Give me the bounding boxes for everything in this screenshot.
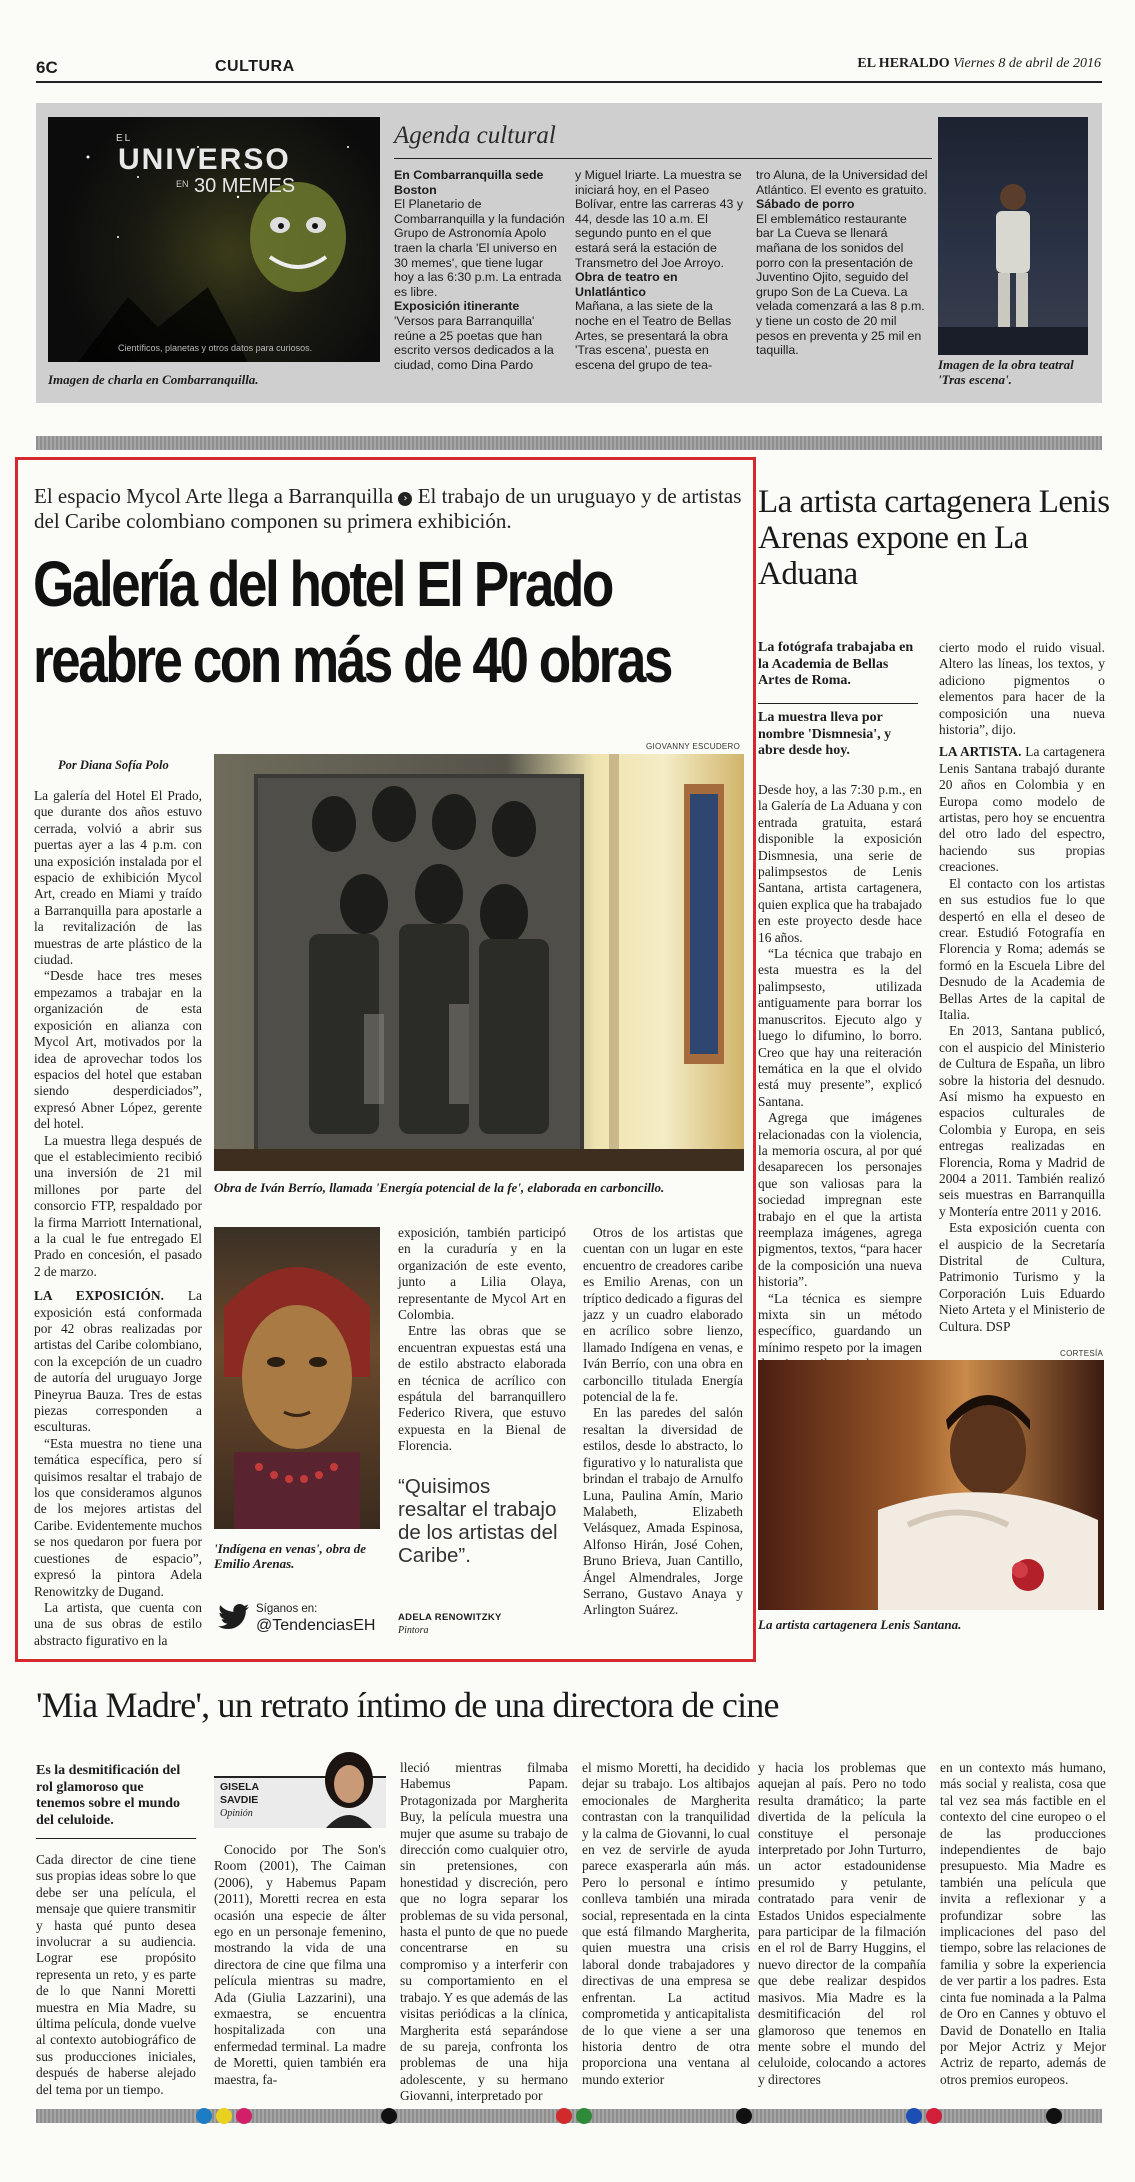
register-dot bbox=[906, 2108, 922, 2124]
portrait-caption: 'Indígena en venas', obra de Emilio Arenas. bbox=[214, 1541, 367, 1571]
register-dot bbox=[381, 2108, 397, 2124]
register-dot bbox=[926, 2108, 942, 2124]
register-dot bbox=[196, 2108, 212, 2124]
social-handle[interactable]: @TendenciasEH bbox=[256, 1617, 376, 1634]
bottom-col-6 bbox=[940, 1760, 1106, 2088]
bottom-col-3 bbox=[400, 1760, 568, 2105]
poster-line1: EL bbox=[116, 133, 133, 144]
register-dot bbox=[576, 2108, 592, 2124]
artwork-figures bbox=[214, 754, 744, 1171]
bottom-col-1 bbox=[36, 1852, 196, 2098]
register-dot bbox=[216, 2108, 232, 2124]
register-marks bbox=[36, 2108, 1102, 2124]
paragraph: En las paredes del salón resaltan la diversidad de estilos, desde lo abstracto, lo figurativo y lo naturalista que brindan el trabajo de Arnulfo Luna, Paulina Amín, Mario Malabeth, Elizabeth Velásquez, Amada Espinosa, Alfonso Hirán, José Cohen, Bruno Brieva, Juan Cantillo, Ángel Almendrales, Jorge Serrano, Gustavo Anaya y Arlington Suárez. bbox=[583, 1405, 743, 1618]
poster-line3: EN bbox=[176, 179, 189, 189]
agenda-col-1 bbox=[394, 168, 566, 372]
columnist-role: Opinión bbox=[220, 1808, 253, 1819]
paragraph: Entre las obras que se encuentran expuestas está una de estilo abstracto elaborada en técnica de acrílico con espátula del barranquillero Federico Rivera, que estuvo expuesta en la Bienal de Florencia. bbox=[398, 1323, 566, 1454]
bottom-headline: 'Mia Madre', un retrato íntimo de una directora de cine bbox=[36, 1685, 779, 1725]
paragraph: y hacia los problemas que aquejan al país. Pero no todo resulta dramático; la parte divertida de la película la constituye el personaje interpretado por John Turturro, un actor estadounidense presumido y petulante, contratado para venir de Estados Unidos especialmente para participar de la filmación en el rol de Barry Huggins, el nuevo director de la compañía que debe realizar despidos masivos. Mia Madre es la desmitificación del rol glamoroso que tenemos en mente sobre el mundo del celuloide, colocando a actores y directores bbox=[758, 1760, 926, 2087]
main-photo-credit: GIOVANNY ESCUDERO bbox=[646, 742, 741, 751]
paragraph: el mismo Moretti, ha decidido dejar su trabajo. Los altibajos emocionales de Margherita contrastan con la tranquilidad y la calma de Giovanni, lo cual en vez de servirle de ayuda parece exasperarla aún más. Pero lo personal e íntimo conlleva también una mirada social, representada en la cinta que está filmando Margherita, quien muestra una crisis laboral donde trabajadores y directivas de una empresa se enfrentan. La actitud comprometida y anticapitalista de lo que viene a ser una historia dentro de otra proporciona una ventana al mundo exterior bbox=[582, 1760, 750, 2087]
masthead bbox=[857, 56, 1101, 72]
side-headline: La artista cartagenera Lenis Arenas expone en La Aduana bbox=[758, 484, 1110, 592]
paragraph: Esta exposición cuenta con el auspicio de la Secretaría Distrital de Cultura, Patrimonio Turismo y la Corporación Luis Eduardo Nieto Arteta y el Ministerio de Cultura. DSP bbox=[939, 1220, 1105, 1334]
side-photo-caption: La artista cartagenera Lenis Santana. bbox=[758, 1617, 962, 1632]
side-sub-1: La fotógrafa trabajaba en la Academia de Bellas Artes de Roma. bbox=[758, 640, 914, 688]
poster-line2: UNIVERSO bbox=[118, 143, 291, 176]
main-col-3 bbox=[583, 1225, 743, 1619]
paragraph: El contacto con los artistas en sus estudios fue lo que despertó en ella el deseo de crear. Estudió Fotografía en Florencia y Roma; además se formó en la Escuela Libre del Desnudo de la Academia de Bellas Artes de la capital de Italia. bbox=[939, 875, 1105, 1022]
register-dot bbox=[236, 2108, 252, 2124]
portrait-figure bbox=[214, 1227, 380, 1529]
social-label: Síganos en: bbox=[256, 1603, 318, 1615]
paragraph: Agrega que imágenes relacionadas con la violencia, la memoria oscura, al por qué desaparecen los personajes que son valiosas para la sociedad impregnan este trabajo en el que la artista reemplaza imágenes, agrega pigmentos, textos, “para hacer de la composición una nueva historia”. bbox=[758, 1110, 922, 1290]
poster-line4: 30 MEMES bbox=[194, 175, 296, 197]
agenda-title-rule bbox=[394, 158, 932, 159]
paragraph: “La técnica es siempre mixta sin un método específico, guardando un mínimo respeto por la imagen bbox=[758, 1290, 922, 1355]
paragraph: exposición, también participó en la curaduría y en la organización de este evento, junto a Lilia Olaya, representante de Mycol Art en Colombia. bbox=[398, 1225, 566, 1323]
main-photo-caption: Obra de Iván Berrío, llamada 'Energía potencial de la fe', elaborada en carboncillo. bbox=[214, 1180, 665, 1195]
side-photo-credit: CORTESÍA bbox=[1060, 1349, 1104, 1358]
agenda-poster bbox=[48, 117, 380, 362]
header-rule bbox=[36, 81, 1102, 83]
paragraph: La muestra llega después de que el establecimiento recibió una inversión de 21 mil millones por parte del consorcio FTP, respaldado por la firma Marriott International, a la cual le fue entregado El Prado en concesión, el pasado 2 de marzo. bbox=[34, 1132, 202, 1279]
agenda-item-text: tro Aluna, de la Universidad del Atlántico. El evento es gratuito. bbox=[756, 168, 928, 197]
section-divider bbox=[36, 436, 1102, 450]
paragraph: La exposición está conformada por 42 obras realizadas por artistas del Caribe colombiano, con la excepción de un cuadro de autoría del uruguayo Jorge Pineyrua Bauza. Tres de estas piezas corresponden a esculturas. bbox=[34, 1288, 202, 1435]
headline-line-2: reabre con más de 40 obras bbox=[33, 624, 671, 696]
agenda-theatre-photo bbox=[938, 117, 1088, 355]
bottom-col-5 bbox=[758, 1760, 926, 2088]
bottom-col-4 bbox=[582, 1760, 750, 2088]
paragraph: Desde hoy, a las 7:30 p.m., en la Galería de La Aduana y con entrada gratuita, estará disponible la exposición Dismnesia, una serie de palimpsestos de Lenis Santana, artista cartagenera, quien explica que ha trabajado en este proyecto desde hace 16 años. bbox=[758, 782, 922, 945]
paragraph: lleció mientras filmaba Habemus Papam. Protagonizada por Margherita Buy, la película muestra una mujer que asume su trabajo de dirección como cualquier otro, sin pretensiones, con honestidad y discreción, pero que no logra separar los problemas de su vida personal, hasta el punto de que no puede concentrarse en su compromiso y a interferir con su comportamiento en el trabajo. Y es que además de las visitas periódicas a la clínica, Margherita está separándose de su pareja, confronta los problemas de una hija adolescente, y su hermano Giovanni, interpretado por bbox=[400, 1760, 568, 2104]
main-artwork-photo bbox=[214, 754, 744, 1171]
agenda-col-2 bbox=[575, 168, 747, 372]
paragraph: Otros de los artistas que cuentan con un lugar en este encuentro de creadores caribe es Emilio Arenas, con un tríptico dedicado a figuras del jazz y un cuadro elaborado en acrílico sobre lienzo, llamado Indígena en venas, e Iván Berrío, con una obra en carboncillo titulada Energía potencial de la fe. bbox=[583, 1225, 743, 1405]
agenda-item-text: y Miguel Iriarte. La muestra se iniciará hoy, en el Paseo Bolívar, entre las carreras 43 y 44, desde las 10 a.m. El segundo punto en el que estará será la estación de Transmetro del Joe Arroyo. bbox=[575, 168, 744, 270]
paragraph: cierto modo el ruido visual. Altero las líneas, los textos, y adiciono pigmentos o elementos para hacer de la composición una nueva historia”, dijo. bbox=[939, 640, 1105, 738]
paragraph: “Esta muestra no tiene una temática específica, pero sí quisimos resaltar el trabajo de los que consideramos algunos de los mejores artistas del Caribe. Evidentemente muchos se nos quedaron por fuera por cuestiones de espacio”, expresó la pintora Adela Renowitzky de Dugand. bbox=[34, 1435, 202, 1599]
agenda-left-caption: Imagen de charla en Combarranquilla. bbox=[48, 372, 259, 387]
main-col-1 bbox=[34, 788, 202, 1649]
twitter-icon bbox=[218, 1604, 250, 1634]
side-sub-2: La muestra lleva por nombre 'Dismnesia', y abre desde hoy. bbox=[758, 710, 892, 758]
side-sub-rule bbox=[758, 703, 918, 704]
theatre-figure bbox=[938, 117, 1088, 355]
register-dot bbox=[556, 2108, 572, 2124]
side-col-2 bbox=[939, 640, 1105, 1335]
publication-name: EL HERALDO bbox=[857, 56, 950, 71]
register-dot bbox=[736, 2108, 752, 2124]
main-deck bbox=[34, 484, 744, 534]
columnist-name-2: SAVDIE bbox=[220, 1794, 259, 1806]
paragraph: en un contexto más humano, más social y realista, cosa que tal vez sea más factible en el contexto del cine europeo o el de las producciones independientes de bajo presupuesto. Mia Madre es también una película que invita a reflexionar y a profundizar sobre las implicaciones del paso del tiempo, sobre las relaciones de familia y sobre la experiencia de ver partir a los padres. Esta cinta fue nominada a la Palma de Oro en Cannes y obtuvo el David de Donatello en Italia por Mejor Actriz y Mejor Actriz de reparto, además de otros premios europeos. bbox=[940, 1760, 1106, 2087]
agenda-item-text: El Planetario de Combarranquilla y la fundación Grupo de Astronomía Apolo traen la charla 'El universo en 30 memes', que tiene lugar hoy a las 6:30 p.m. La entrada es libre. bbox=[394, 197, 565, 299]
section-name: CULTURA bbox=[215, 58, 295, 75]
register-dot bbox=[1046, 2108, 1062, 2124]
side-col-1 bbox=[758, 782, 922, 1373]
subhead: LA EXPOSICIÓN. bbox=[34, 1288, 164, 1304]
poster-tagline: Científicos, planetas y otros datos para curiosos. bbox=[118, 343, 313, 353]
agenda-col-3 bbox=[756, 168, 928, 358]
pull-quote: “Quisimos resaltar el trabajo de los artistas del Caribe”. bbox=[398, 1475, 558, 1567]
agenda-title: Agenda cultural bbox=[394, 122, 556, 149]
paragraph: La artista, que cuenta con una de sus obras de estilo abstracto figurativo en la bbox=[34, 1599, 202, 1648]
portrait-photo bbox=[214, 1227, 380, 1529]
columnist-name-1: GISELA bbox=[220, 1781, 260, 1793]
subhead: LA ARTISTA. bbox=[939, 744, 1022, 760]
issue-date: Viernes 8 de abril de 2016 bbox=[953, 56, 1101, 71]
columnist-avatar bbox=[318, 1750, 380, 1828]
paragraph: La galería del Hotel El Prado, que durante dos años estuvo cerrada, volvió a abrir sus puertas ayer a las 4 p.m. con una exposición instalada por el espacio de exhibición Mycol Art, creado en Miami y traído a Barranquilla para apostarle a la revitalización de las muestras de arte plástico de la ciudad. bbox=[34, 788, 202, 968]
deck-arrow-icon: › bbox=[398, 492, 412, 506]
artist-figure bbox=[758, 1360, 1104, 1610]
agenda-item-heading: Sábado de porro bbox=[756, 197, 855, 212]
byline: Por Diana Sofía Polo bbox=[58, 758, 169, 772]
agenda-item-text: Mañana, a las siete de la noche en el Teatro de Bellas Artes, se presentará la obra 'Tras escena', puesta en escena del grupo de tea- bbox=[575, 299, 732, 372]
deck-part-1: El espacio Mycol Arte llega a Barranquilla bbox=[34, 484, 394, 508]
paragraph: Cada director de cine tiene sus propias ideas sobre lo que debe ser una película, el mensaje que quiere transmitir y hasta qué punto desea involucrar a su audiencia. Lograr ese propósito representa un reto, y es parte de lo que Nanni Moretti muestra en Mia Madre, su última película, donde vuelve al contexto autobiográfico de sus producciones iniciales, después de haberse alejado del tema por un tiempo. bbox=[36, 1852, 196, 2097]
agenda-item-text: 'Versos para Barranquilla' reúne a 25 poetas que han escrito versos dedicados a la ciudad, como Dina Pardo bbox=[394, 313, 554, 372]
quote-role: Pintora bbox=[398, 1625, 429, 1636]
bottom-col-2 bbox=[214, 1842, 386, 2088]
paragraph: “Desde hace tres meses empezamos a trabajar en la organización de esta exposición en alianza con Mycol Art, motivados por la idea de aprovechar todos los espacios del hotel que estaban siendo desperdiciados”, expresó Abner López, gerente del hotel. bbox=[34, 968, 202, 1132]
main-col-2 bbox=[398, 1225, 566, 1455]
quote-author: ADELA RENOWITZKY bbox=[398, 1612, 502, 1623]
paragraph: “La técnica que trabajo en esta muestra es la del palimpsesto, utilizada antiguamente para borrar los manuscritos. Ejecuto algo y luego lo difumino, lo borro. Creo que hay una reiteración temática en la que el olvido está muy presente”, explicó Santana. bbox=[758, 946, 922, 1109]
headline-line-1: Galería del hotel El Prado bbox=[33, 548, 612, 620]
agenda-item-heading: Obra de teatro en Unlatlántico bbox=[575, 270, 678, 299]
agenda-item-heading: En Combarranquilla sede Boston bbox=[394, 168, 544, 197]
page-number: 6C bbox=[36, 58, 58, 77]
main-headline bbox=[33, 546, 671, 698]
paragraph: La cartagenera Lenis Santana trabajó durante 20 años en Colombia y en Europa como modelo de artistas, pero hoy se encuentra del otro lado del espectro, haciendo sus propias creaciones. bbox=[939, 744, 1105, 875]
agenda-right-caption: Imagen de la obra teatral 'Tras escena'. bbox=[938, 357, 1074, 387]
agenda-item-text: El emblemático restaurante bar La Cueva se llenará mañana de los sonidos del porro con la presentación de Juventino Ojito, seguido del grupo Son de La Cueva. La velada comenzará a las 8 p.m. y tiene un costo de 20 mil pesos en preventa y 25 mil en taquilla. bbox=[756, 211, 925, 358]
paragraph: En 2013, Santana publicó, con el auspicio del Ministerio de Cultura de España, un libro sobre la historia del desnudo. Así mismo ha expuesto en espacios culturales de Colombia y Europa, en seis entregas realizadas en Florencia, Roma y Madrid de 2004 a 2011. También realizó seis muestras en Barranquilla y Montería entre 2011 y 2016. bbox=[939, 1023, 1105, 1219]
bottom-sub-rule bbox=[36, 1838, 196, 1839]
side-photo bbox=[758, 1360, 1104, 1610]
deck-part-2: El trabajo de un uruguayo y de artistas del Caribe colombiano componen su primera exhibición. bbox=[34, 484, 742, 533]
agenda-item-heading: Exposición itinerante bbox=[394, 299, 520, 314]
paragraph: Conocido por The Son's Room (2001), The Caiman (2006), y Habemus Papam (2011), Moretti recrea en esta ocasión una especie de álter ego en un personaje femenino, mostrando la vida de una directora de cine que filma una película mientras su madre, Ada (Giulia Lazzarini), una exmaestra, se encuentra hospitalizada con una enfermedad terminal. La madre de Moretti, quien también era maestra, fa- bbox=[214, 1842, 386, 2087]
bottom-sub: Es la desmitificación del rol glamoroso que tenemos sobre el mundo del celuloide. bbox=[36, 1763, 181, 1828]
